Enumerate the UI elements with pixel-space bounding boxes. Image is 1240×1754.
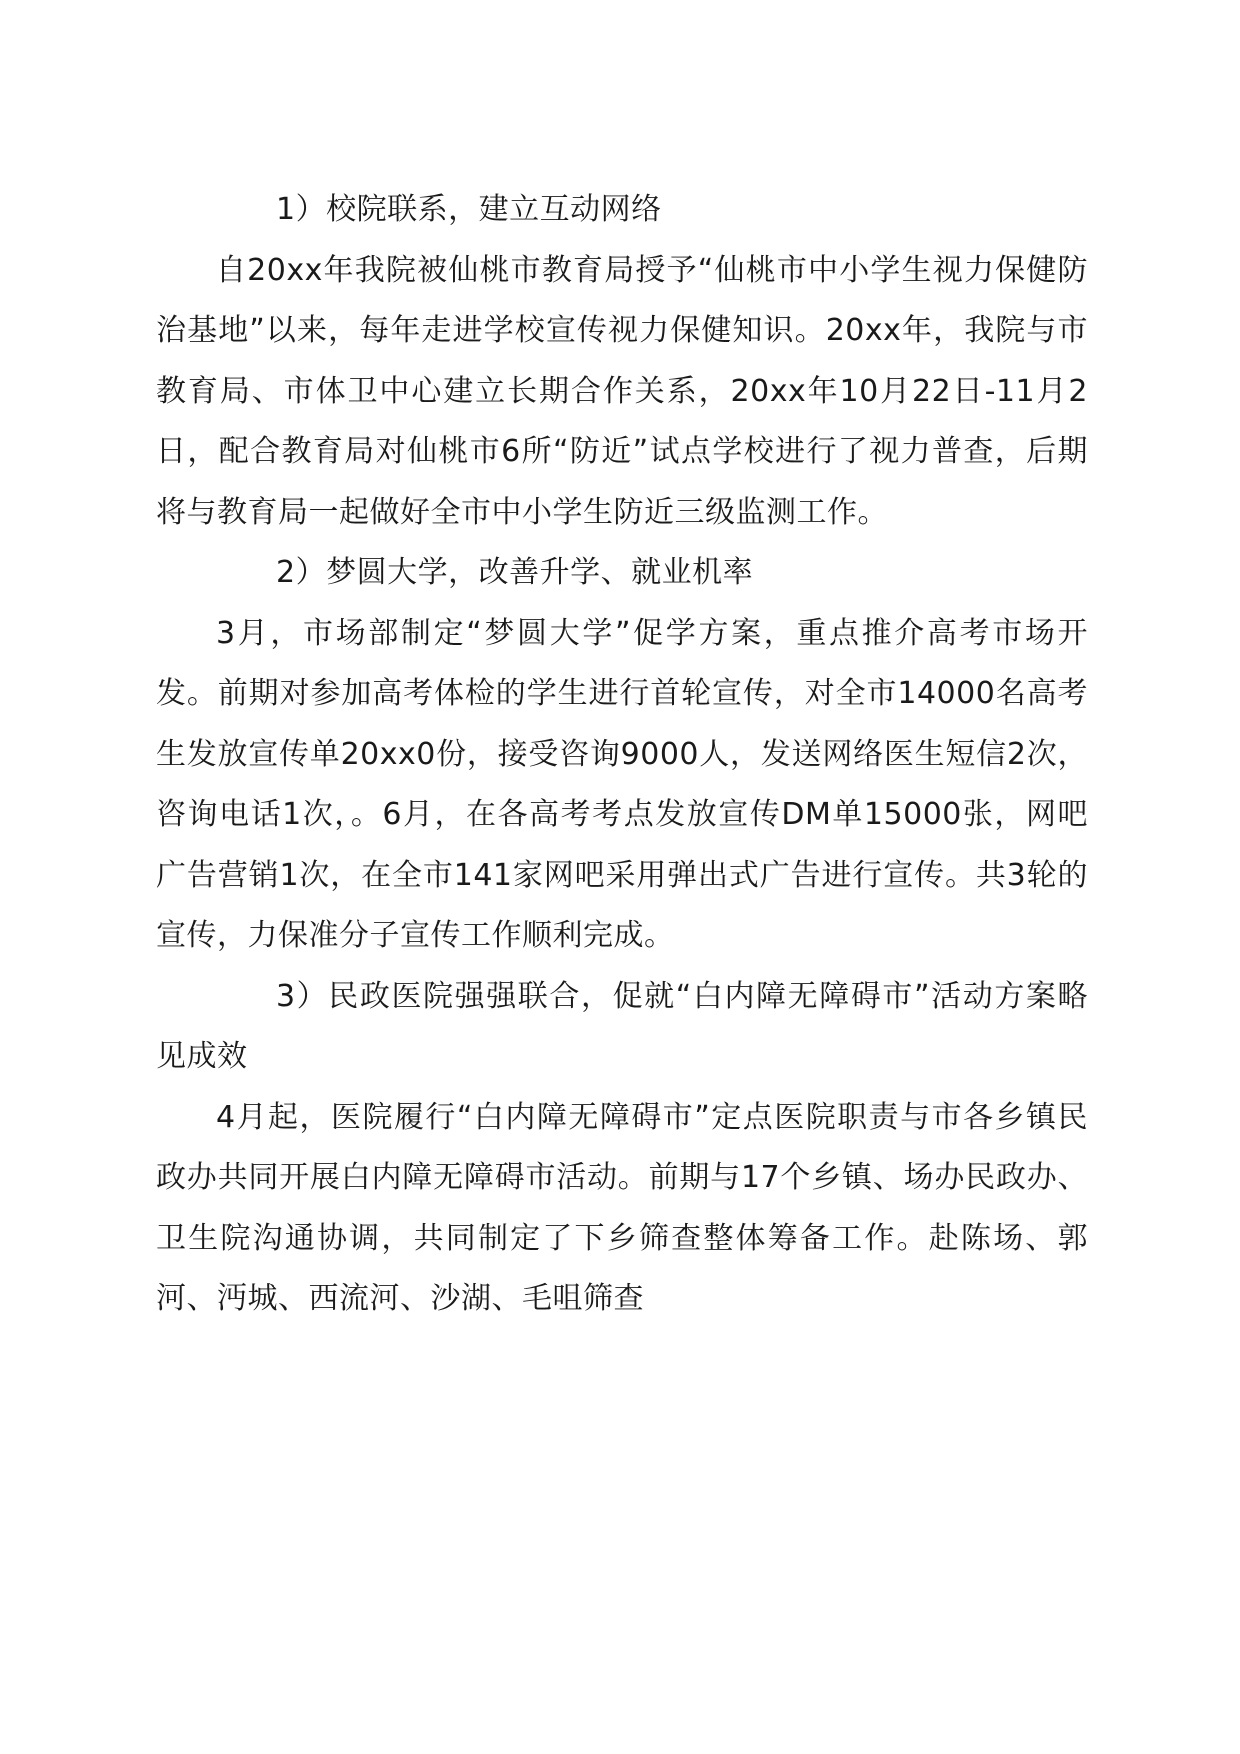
section-heading-3: 3）民政医院强强联合，促就“白内障无障碍市”活动方案略见成效: [156, 978, 1088, 1074]
paragraph-3: 4月起，医院履行“白内障无障碍市”定点医院职责与市各乡镇民政办共同开展白内障无障碍市活动。前期与17个乡镇、场办民政办、卫生院沟通协调，共同制定了下乡筛查整体筹备工作。赴陈场、郭河、沔城、西流河、沙湖、毛咀筛查: [156, 1099, 1088, 1316]
paragraph-2: 3月，市场部制定“梦圆大学”促学方案，重点推介高考市场开发。前期对参加高考体检的学生进行首轮宣传，对全市14000名高考生发放宣传单20xx0份，接受咨询9000人，发送网络医生短信2次，咨询电话1次，。6月，在各高考考点发放宣传DM单15000张，网吧广告营销1次，在全市141家网吧采用弹出式广告进行宣传。共3轮的宣传，力保准分子宣传工作顺利完成。: [156, 615, 1088, 953]
paragraph-1: 自20xx年我院被仙桃市教育局授予“仙桃市中小学生视力保健防治基地”以来，每年走进学校宣传视力保健知识。20xx年，我院与市教育局、市体卫中心建立长期合作关系，20xx年10月22日-11月2日，配合教育局对仙桃市6所“防近”试点学校进行了视力普查，后期将与教育局一起做好全市中小学生防近三级监测工作。: [156, 252, 1088, 530]
section-heading-1: 1）校院联系，建立互动网络: [276, 192, 662, 227]
document-body: [156, 180, 1088, 1330]
section-heading-2: 2）梦圆大学，改善升学、就业机率: [276, 555, 754, 590]
